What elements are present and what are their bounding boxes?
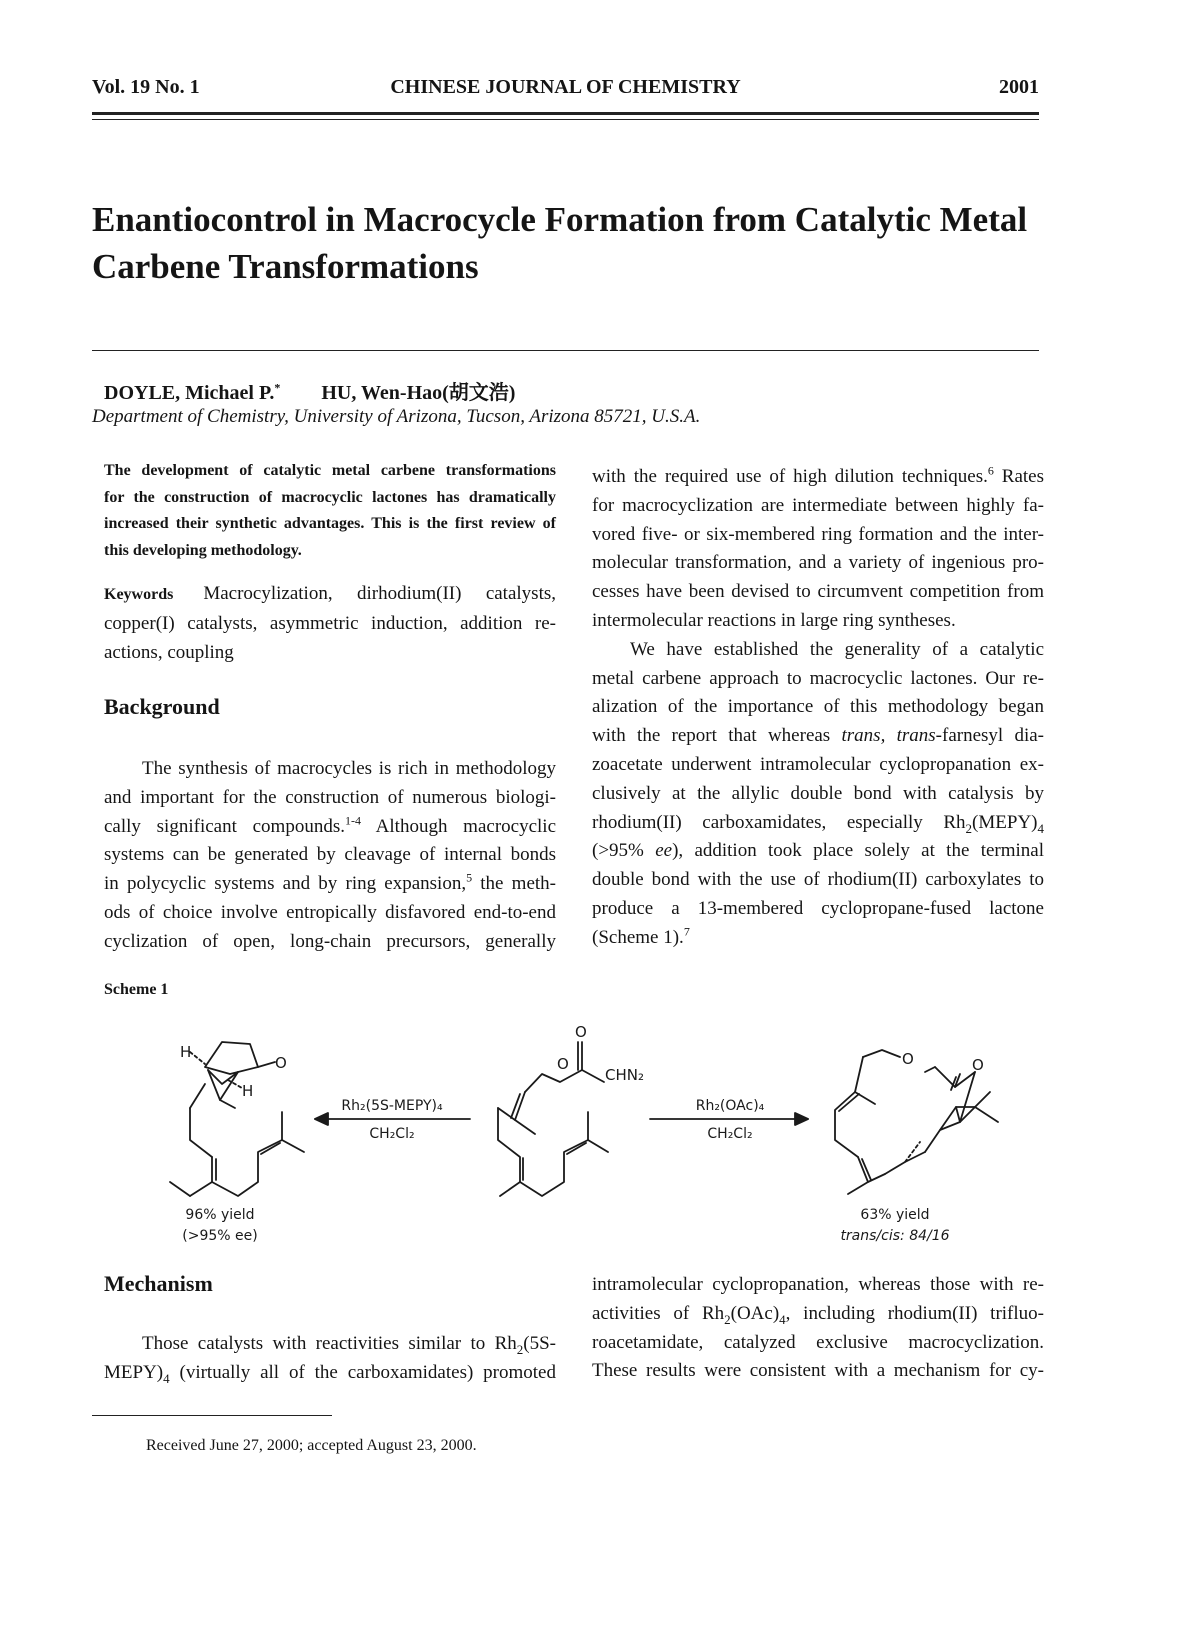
- title-line-1: Enantiocontrol in Macrocycle Formation from Catalytic Metal: [92, 200, 1028, 239]
- text-line: molecular transformation, and a variety of ingenious pro-: [592, 552, 1044, 574]
- text-line: zoacetate underwent intramolecular cyclopropanation ex-: [592, 753, 1044, 775]
- italic-term: trans, trans: [841, 725, 936, 747]
- subscript: 4: [779, 1311, 786, 1327]
- text-line: clusively at the allylic double bond with catalysis by: [592, 782, 1044, 804]
- title-line-2: Carbene Transformations: [92, 247, 479, 286]
- left-reaction-arrow: [315, 1113, 470, 1125]
- text-line: double bond with the use of rhodium(II) carboxylates to: [592, 869, 1044, 891]
- text-line: in polycyclic systems and by ring expansion,: [104, 873, 467, 895]
- text-line: (MEPY): [972, 811, 1038, 833]
- text-line: intermolecular reactions in large ring syntheses.: [592, 609, 956, 631]
- subscript: 2: [516, 1341, 524, 1357]
- subscript: 2: [724, 1311, 731, 1327]
- left-arrow-solvent: CH₂Cl₂: [369, 1126, 415, 1142]
- right-arrow-catalyst: Rh₂(OAc)₄: [695, 1098, 765, 1114]
- paper-title: [92, 196, 1067, 290]
- text-line: We have established the generality of a catalytic: [630, 638, 1044, 660]
- text-line: vored five- or six-membered ring formation and the inter-: [592, 523, 1044, 545]
- mechanism-paragraph: [104, 1330, 556, 1388]
- abstract: [104, 458, 556, 564]
- left-arrow-catalyst: Rh₂(5S-MEPY)₄: [341, 1098, 443, 1114]
- citation-ref: 7: [683, 924, 690, 939]
- atom-label-o: O: [557, 1055, 569, 1073]
- text-line: (virtually all of the carboxamidates) promoted: [169, 1361, 556, 1383]
- text-line: Those catalysts with reactivities similar to Rh: [142, 1333, 517, 1354]
- text-line: intramolecular cyclopropanation, whereas those with re-: [592, 1274, 1044, 1295]
- substrate-structure: [498, 1042, 608, 1196]
- text-line: systems can be generated by cleavage of internal bonds: [104, 844, 556, 866]
- year: 2001: [999, 76, 1039, 98]
- title-rule: [92, 350, 1039, 351]
- right-reaction-arrow: [650, 1113, 808, 1125]
- atom-label-o: O: [575, 1023, 587, 1041]
- subscript: 4: [163, 1370, 170, 1386]
- mechanism-paragraph-right: [592, 1271, 1044, 1386]
- header-rule-thin: [92, 119, 1039, 120]
- keywords-label: Keywords: [104, 586, 174, 603]
- text-line: metal carbene approach to macrocyclic lactones. Our re-: [592, 667, 1044, 689]
- atom-label-o: O: [275, 1054, 287, 1072]
- subscript: 4: [1037, 820, 1044, 836]
- text-line: activities of Rh: [592, 1302, 725, 1324]
- section-heading-background: Background: [104, 694, 220, 719]
- right-product-ratio: trans/cis: 84/16: [840, 1228, 950, 1244]
- received-dates: Received June 27, 2000; accepted August 23, 2000.: [146, 1437, 477, 1454]
- running-header: [92, 76, 1039, 104]
- text-line: for macrocyclization are intermediate between highly fa-: [592, 494, 1044, 516]
- header-rule-thick: [92, 112, 1039, 115]
- text-line: Rates: [993, 466, 1045, 487]
- text-line: (Scheme 1).: [592, 926, 684, 948]
- right-column-paragraphs: [592, 463, 1044, 953]
- journal-name: CHINESE JOURNAL OF CHEMISTRY: [390, 76, 741, 98]
- text-line: roacetamidate, catalyzed exclusive macrocyclization.: [592, 1331, 1044, 1353]
- left-product-ee: (>95% ee): [182, 1228, 258, 1244]
- keywords-line: copper(I) catalysts, asymmetric induction, addition re-: [104, 612, 556, 634]
- citation-ref: 1-4: [344, 813, 361, 828]
- text-line: alization of the importance of this methodology began: [592, 696, 1044, 718]
- text-line: (>95%: [592, 840, 656, 862]
- citation-ref: 5: [466, 870, 473, 885]
- author-list: [104, 376, 515, 405]
- abstract-line: increased their synthetic advantages. This is the first review of: [104, 515, 556, 532]
- author-1: DOYLE, Michael P.: [104, 382, 275, 404]
- scheme-label: Scheme 1: [104, 981, 169, 998]
- right-arrow-solvent: CH₂Cl₂: [707, 1126, 753, 1142]
- citation-ref: 6: [987, 463, 994, 478]
- text-line: with the report that whereas: [592, 725, 842, 747]
- background-paragraph: [104, 755, 556, 957]
- scheme-drawing: [130, 1012, 1030, 1252]
- atom-label-h: H: [242, 1082, 254, 1100]
- footnote-rule: [92, 1415, 332, 1416]
- italic-term: ee: [655, 840, 673, 862]
- text-line: The synthesis of macrocycles is rich in methodology: [142, 758, 556, 779]
- right-product-yield: 63% yield: [860, 1207, 930, 1223]
- text-line: cally significant compounds.: [104, 815, 345, 837]
- text-line: , including rhodium(II) trifluo-: [785, 1302, 1044, 1324]
- text-line: with the required use of high dilution techniques.: [592, 466, 988, 487]
- text-line: (OAc): [730, 1302, 780, 1324]
- text-line: and important for the construction of numerous biologi-: [104, 786, 556, 808]
- author-2: HU, Wen-Hao(胡文浩): [321, 382, 516, 404]
- text-line: (5S-: [523, 1333, 556, 1354]
- text-line: produce a 13-membered cyclopropane-fused lactone: [592, 897, 1044, 919]
- text-line: cyclization of open, long-chain precursors, generally: [104, 930, 556, 952]
- affiliation: Department of Chemistry, University of Arizona, Tucson, Arizona 85721, U.S.A.: [92, 406, 701, 427]
- abstract-line: this developing methodology.: [104, 541, 302, 559]
- atom-label-o: O: [972, 1056, 984, 1074]
- reaction-scheme: [130, 1012, 1030, 1252]
- text-line: -farnesyl dia-: [935, 725, 1045, 747]
- text-line: cesses have been devised to circumvent competition from: [592, 581, 1044, 603]
- text-line: These results were consistent with a mechanism for cy-: [592, 1360, 1044, 1382]
- keywords: [104, 580, 556, 667]
- text-line: Although macrocyclic: [360, 815, 557, 837]
- volume-issue: Vol. 19 No. 1: [92, 76, 200, 98]
- keywords-line: Macrocylization, dirhodium(II) catalysts,: [203, 583, 556, 604]
- section-heading-mechanism: Mechanism: [104, 1271, 213, 1296]
- text-line: the meth-: [472, 873, 556, 895]
- text-line: MEPY): [104, 1361, 164, 1383]
- text-line: rhodium(II) carboxamidates, especially Rh: [592, 811, 966, 833]
- text-line: ), addition took place solely at the terminal: [672, 840, 1045, 862]
- corresponding-mark: *: [274, 380, 281, 395]
- left-product-yield: 96% yield: [185, 1207, 255, 1223]
- keywords-line: actions, coupling: [104, 641, 234, 663]
- atom-label-h: H: [180, 1043, 192, 1061]
- abstract-line: for the construction of macrocyclic lactones has dramatically: [104, 488, 556, 506]
- abstract-line: The development of catalytic metal carbene transformations: [104, 462, 556, 479]
- text-line: ods of choice involve entropically disfavored end-to-end: [104, 901, 556, 923]
- atom-label-o: O: [902, 1050, 914, 1068]
- subscript: 2: [965, 820, 973, 836]
- atom-label-chn2: CHN₂: [605, 1066, 644, 1084]
